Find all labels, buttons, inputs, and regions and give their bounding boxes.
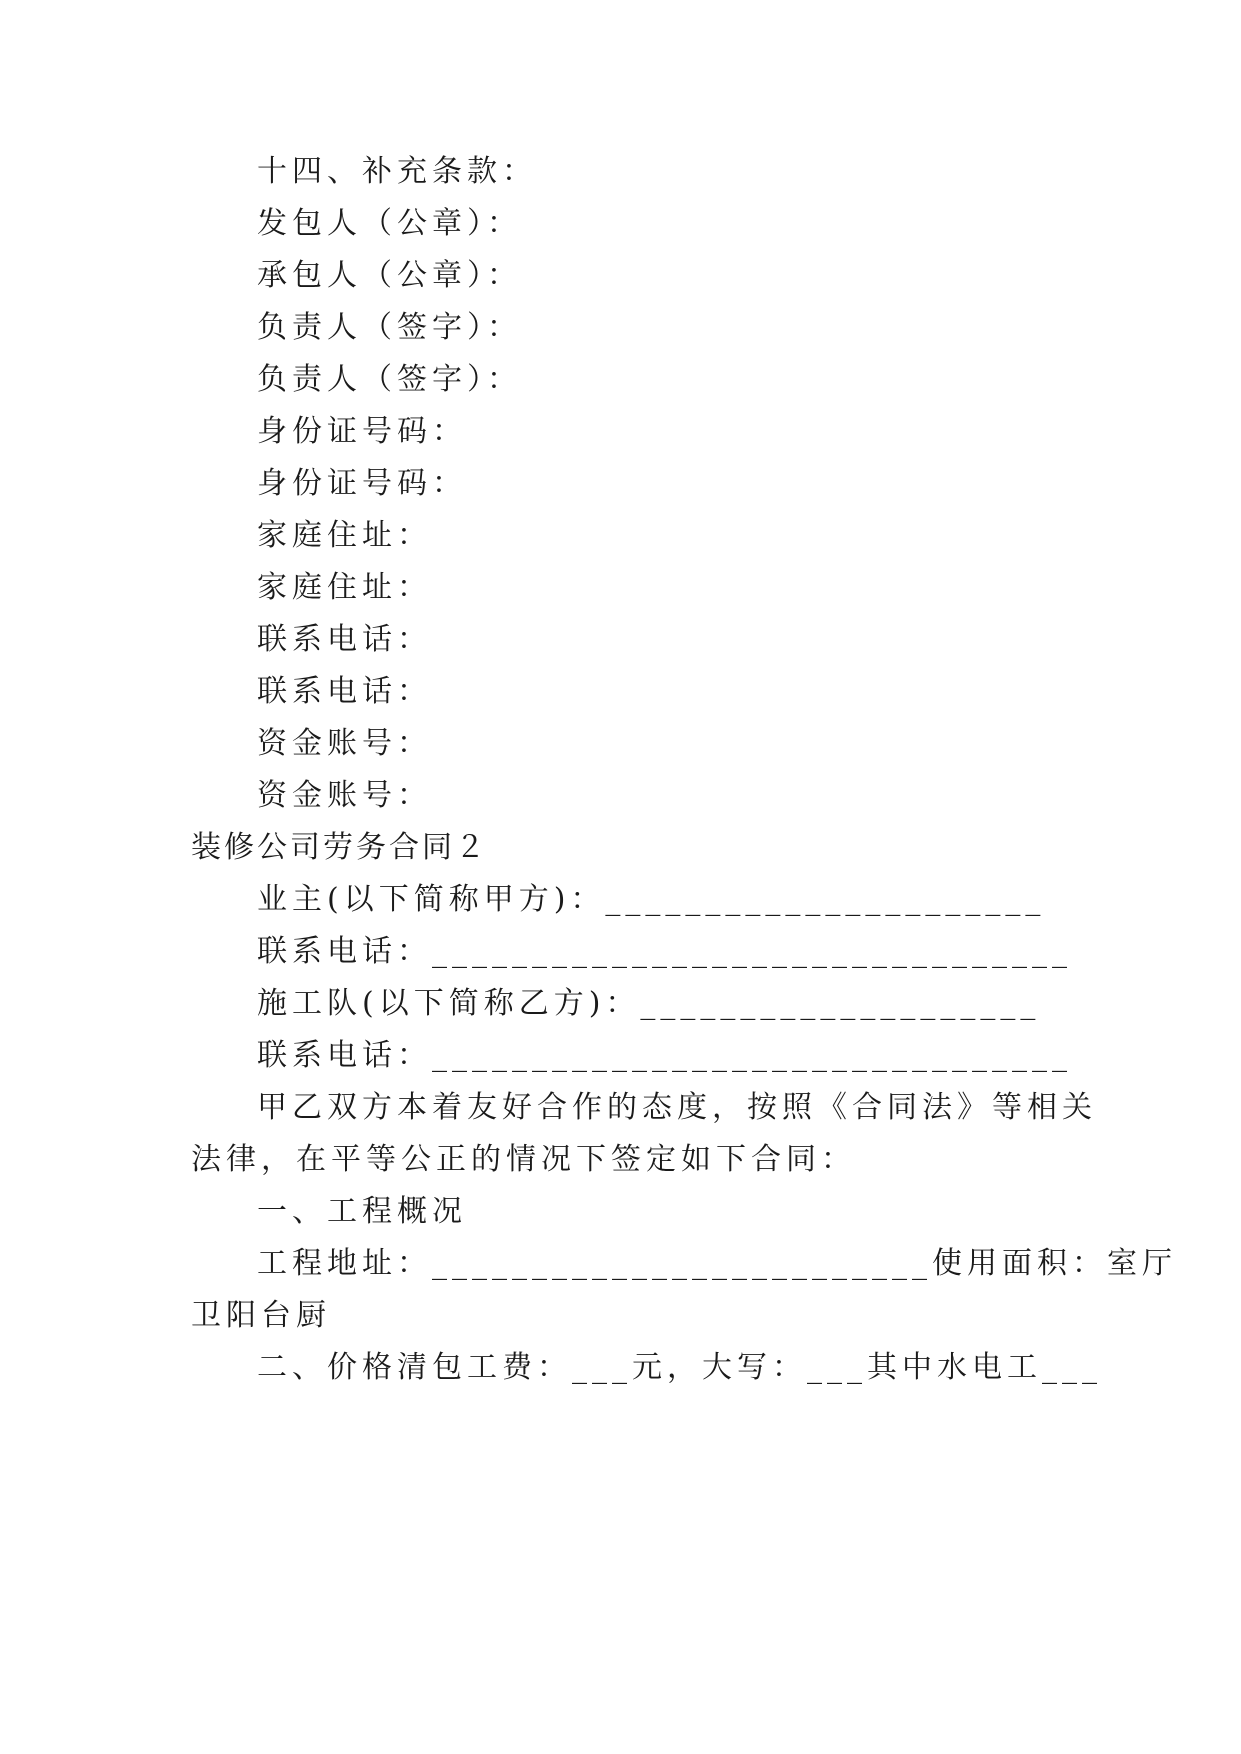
intro-paragraph-line-1: 甲乙双方本着友好合作的态度，按照《合同法》等相关 bbox=[257, 1090, 1097, 1125]
owner-phone-line: 联系电话：________________________________ bbox=[257, 934, 1072, 969]
section-14-heading: 十四、补充条款： bbox=[257, 154, 537, 189]
owner-line: 业主(以下简称甲方)：______________________ bbox=[257, 882, 1046, 917]
intro-paragraph-line-2: 法律，在平等公正的情况下签定如下合同： bbox=[191, 1142, 856, 1177]
field-principal-signature-1: 负责人（签字）： bbox=[257, 310, 522, 345]
field-id-number-1: 身份证号码： bbox=[257, 414, 467, 449]
field-home-address-2: 家庭住址： bbox=[257, 570, 432, 605]
address-line-1: 工程地址：_________________________使用面积：室厅 bbox=[257, 1246, 1177, 1281]
section-1-heading: 一、工程概况 bbox=[257, 1194, 467, 1229]
field-account-1: 资金账号： bbox=[257, 726, 432, 761]
team-line: 施工队(以下简称乙方)：____________________ bbox=[257, 986, 1041, 1021]
field-id-number-2: 身份证号码： bbox=[257, 466, 467, 501]
field-phone-1: 联系电话： bbox=[257, 622, 432, 657]
field-account-2: 资金账号： bbox=[257, 778, 432, 813]
team-phone-line: 联系电话：________________________________ bbox=[257, 1038, 1072, 1073]
contract-2-title: 装修公司劳务合同２ bbox=[191, 830, 488, 865]
field-contractor-issuer-seal: 发包人（公章）： bbox=[257, 206, 522, 241]
field-contractor-seal: 承包人（公章）： bbox=[257, 258, 522, 293]
address-line-2: 卫阳台厨 bbox=[191, 1298, 331, 1333]
field-home-address-1: 家庭住址： bbox=[257, 518, 432, 553]
price-line: 二、价格清包工费：___元，大写：___其中水电工___ bbox=[257, 1350, 1102, 1385]
field-principal-signature-2: 负责人（签字）： bbox=[257, 362, 522, 397]
field-phone-2: 联系电话： bbox=[257, 674, 432, 709]
